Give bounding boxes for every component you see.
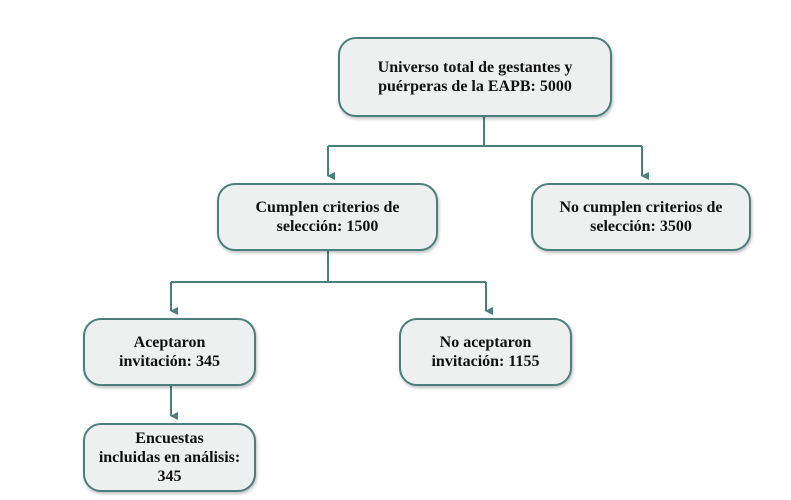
meet-criteria-label: Cumplen criterios de selección: 1500 (255, 199, 400, 235)
declined-invitation-label: No aceptaron invitación: 1155 (431, 334, 540, 370)
universe-node (338, 37, 612, 117)
universe-label: Universo total de gestantes y puérperas de la EAPB: 5000 (377, 59, 573, 95)
included-surveys-label: Encuestas incluidas en análisis: 345 (98, 430, 241, 485)
not-meet-criteria-node (531, 183, 751, 251)
not-meet-criteria-label: No cumplen criterios de selección: 3500 (559, 199, 723, 235)
accepted-invitation-node (83, 318, 256, 386)
meet-criteria-node (217, 183, 438, 251)
included-surveys-node (83, 423, 256, 492)
declined-invitation-node (399, 318, 572, 386)
accepted-invitation-label: Aceptaron invitación: 345 (119, 334, 220, 370)
